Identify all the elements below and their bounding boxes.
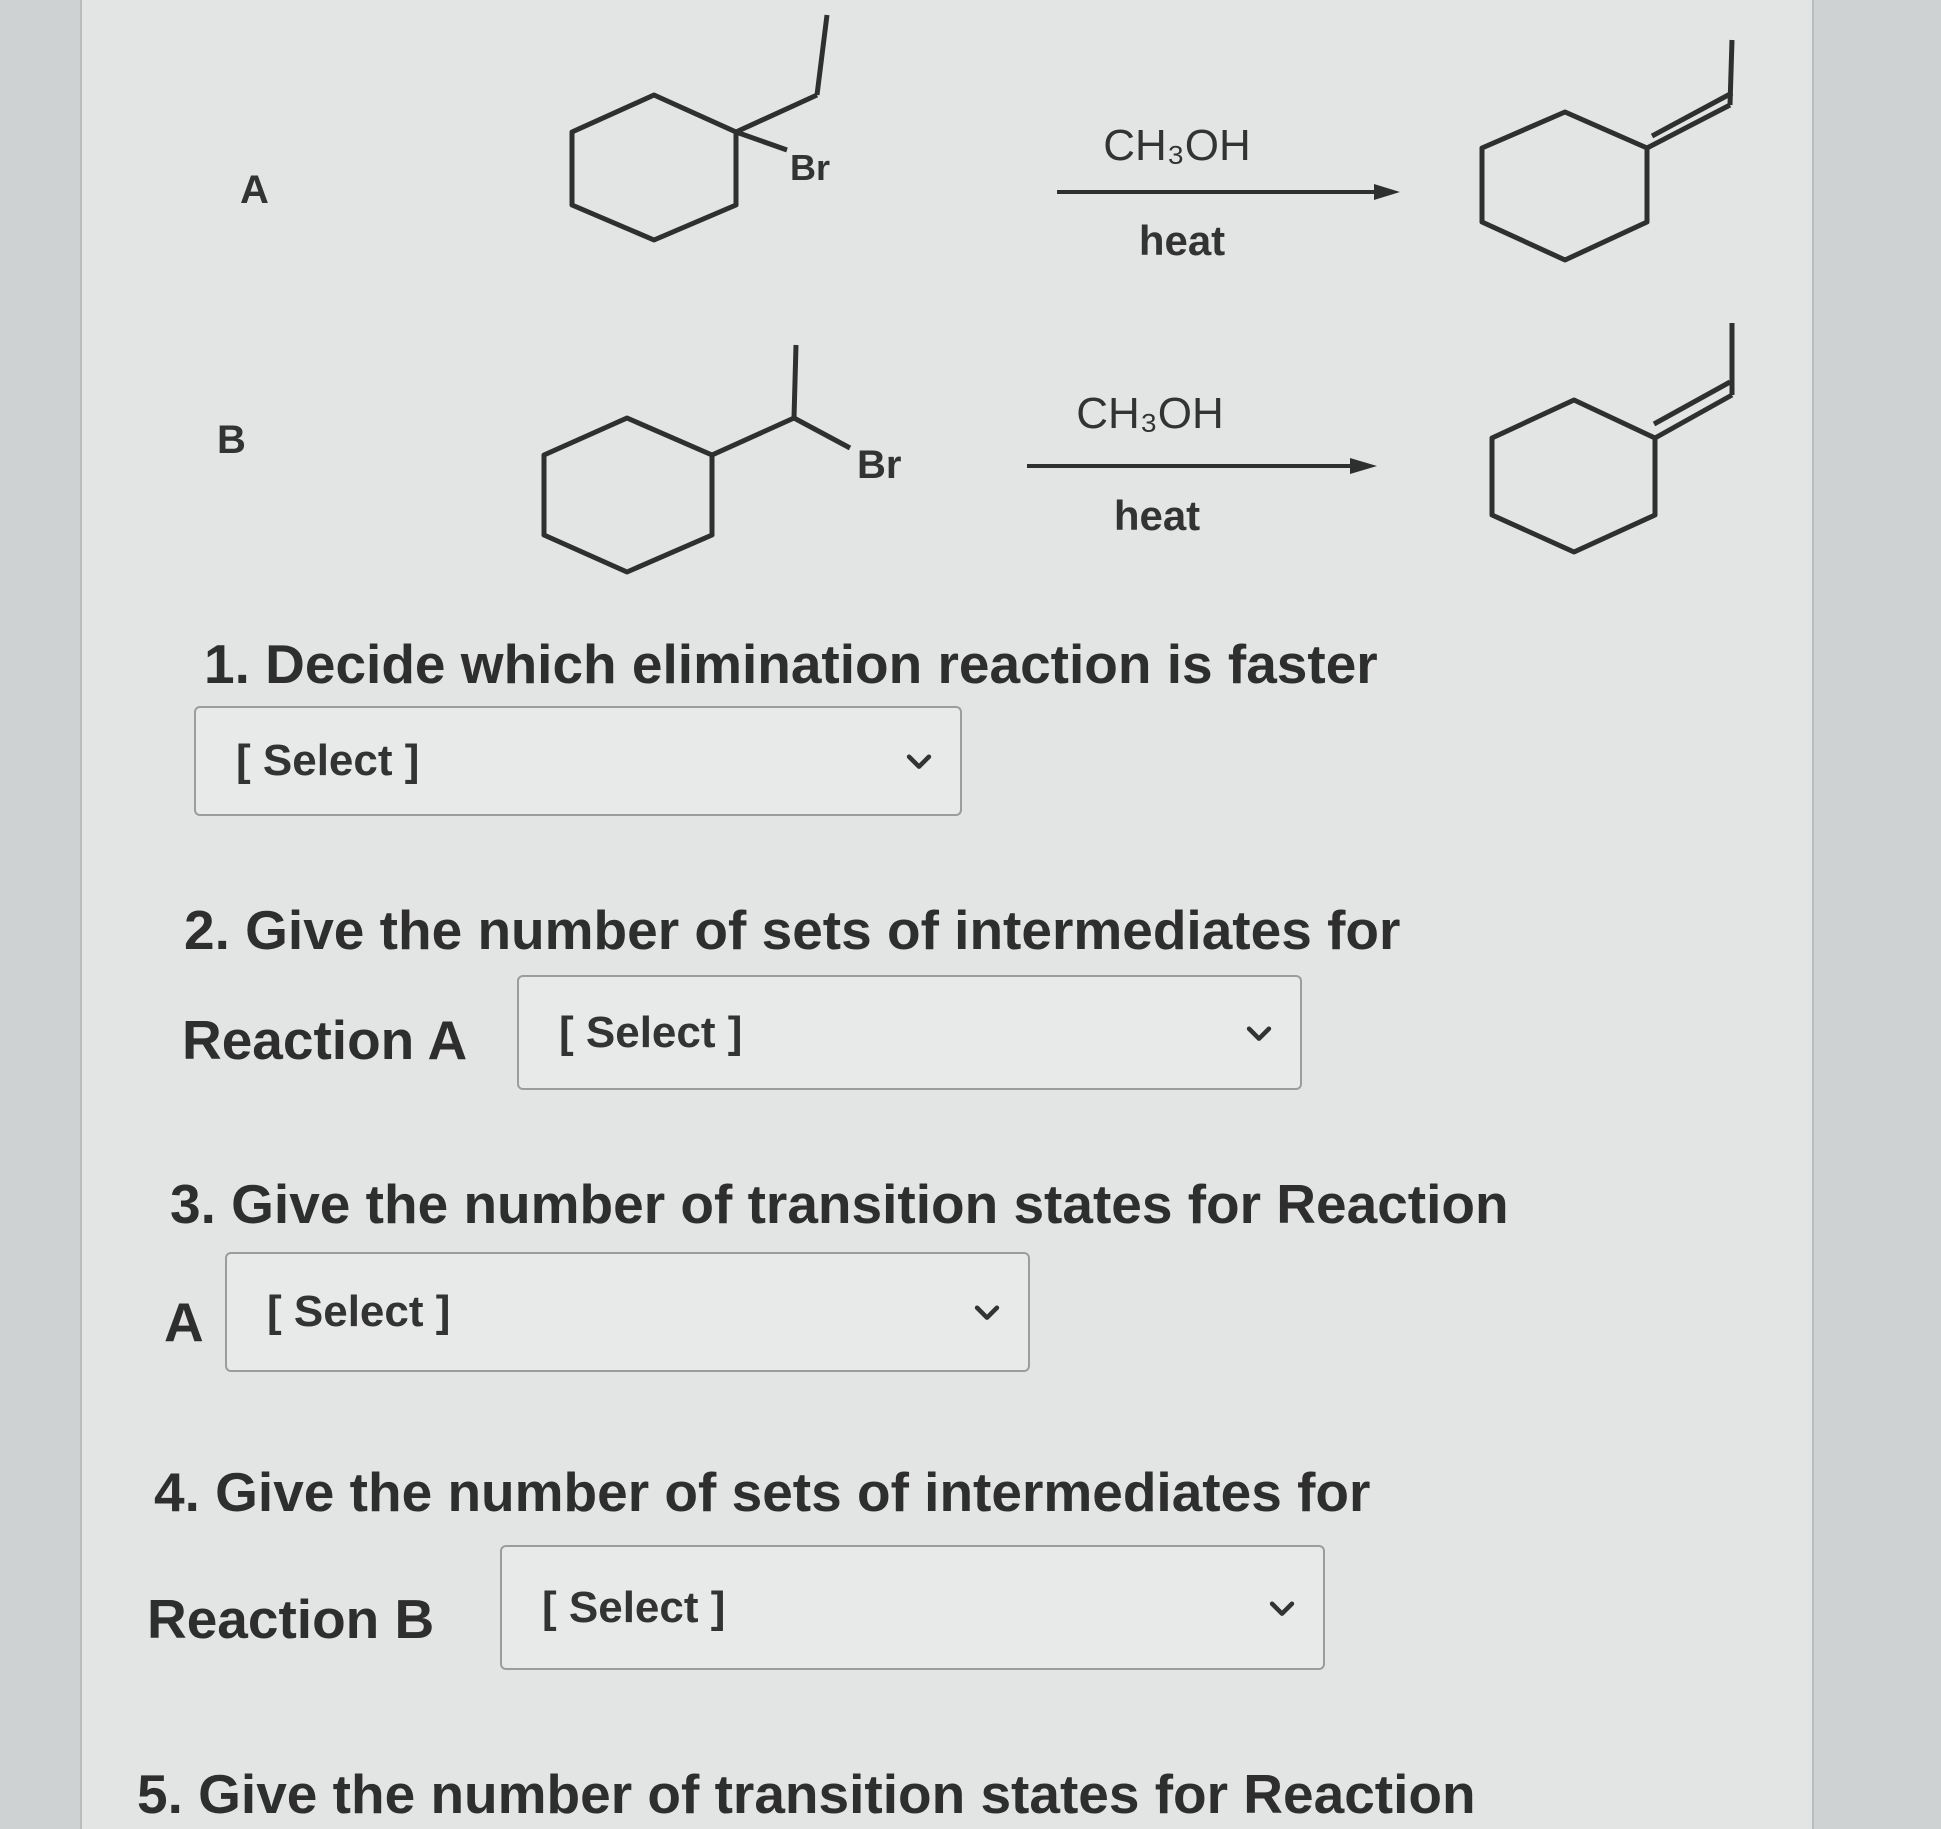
question-2-select-value: [ Select ] (559, 1007, 743, 1057)
reaction-b-arrow (1027, 458, 1377, 474)
question-5-text: 5. Give the number of transition states for Reaction (137, 1763, 1476, 1825)
chevron-down-icon (1265, 1591, 1299, 1625)
chevron-down-icon (902, 744, 936, 778)
reaction-a-reagent-bottom: heat (1138, 217, 1226, 264)
reaction-a-arrow (1057, 184, 1400, 200)
reaction-b-reactant-br: Br (857, 443, 902, 487)
question-1-select-value: [ Select ] (236, 736, 420, 785)
reaction-a-reactant (572, 15, 827, 240)
reaction-a-reactant-br: Br (790, 147, 831, 188)
question-3-select[interactable] (225, 1252, 1030, 1372)
question-1-text: 1. Decide which elimination reaction is faster (204, 633, 1378, 695)
reaction-b-label: B (217, 418, 246, 462)
question-1-select[interactable] (194, 706, 962, 816)
reaction-a-label: A (240, 168, 269, 212)
reaction-structures (82, 0, 1812, 610)
question-2-label: Reaction A (182, 1009, 468, 1071)
chevron-down-icon (1242, 1016, 1276, 1050)
reaction-b-reactant (544, 345, 850, 572)
reaction-scheme (82, 0, 1812, 610)
question-3-text: 3. Give the number of transition states for Reaction (170, 1173, 1509, 1235)
reaction-a-product (1482, 40, 1732, 260)
question-3-select-value: [ Select ] (267, 1287, 451, 1336)
reaction-b-product (1492, 323, 1732, 552)
question-4-select-value: [ Select ] (542, 1582, 726, 1632)
question-4-label: Reaction B (147, 1588, 435, 1650)
question-4-select[interactable] (500, 1545, 1325, 1670)
chevron-down-icon (970, 1295, 1004, 1329)
question-2-select[interactable] (517, 975, 1302, 1090)
reaction-a-reagent-top: CH₃OH (1103, 121, 1251, 170)
question-4-text: 4. Give the number of sets of intermediates for (154, 1461, 1371, 1523)
question-3-label: A (164, 1291, 204, 1353)
reaction-b-reagent-top: CH₃OH (1076, 389, 1224, 438)
reaction-b-reagent-bottom: heat (1113, 492, 1201, 539)
quiz-panel (80, 0, 1814, 1829)
question-2-text: 2. Give the number of sets of intermediates for (184, 899, 1401, 961)
